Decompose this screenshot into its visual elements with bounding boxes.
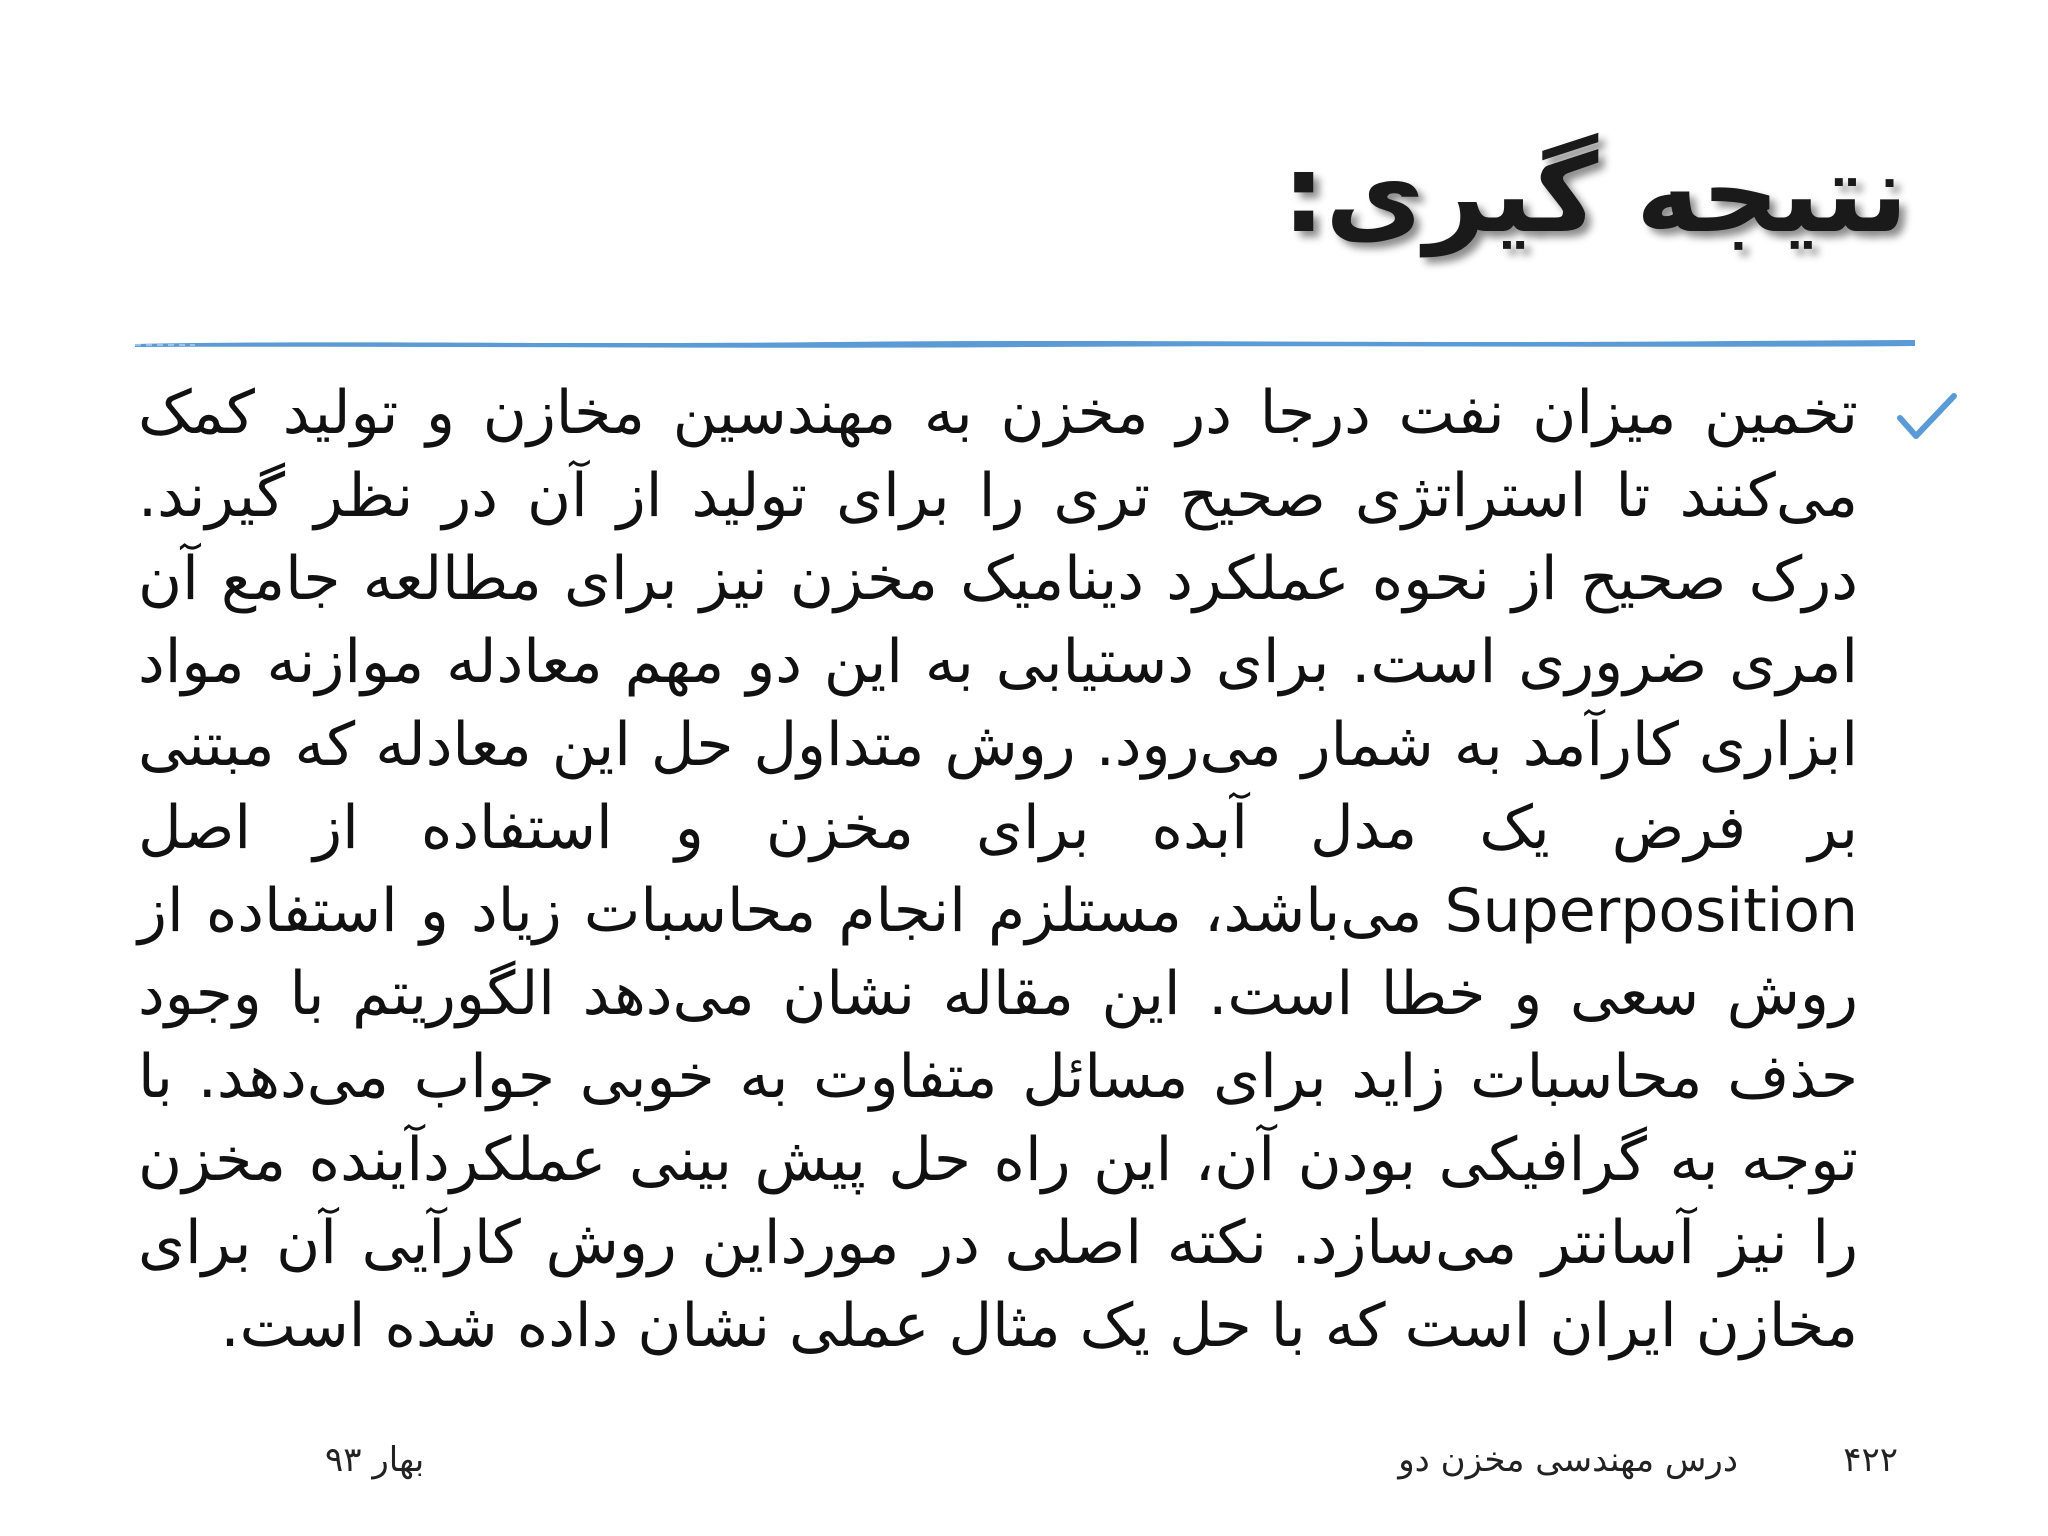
footer-course-title: درس مهندسی مخزن دو bbox=[1398, 1440, 1738, 1480]
checkmark-icon bbox=[1896, 392, 1958, 444]
slide-body-text: تخمین میزان نفت درجا در مخزن به مهندسین مخازن و تولید کمک می‌کنند تا استراتژی صحیح تری را برای تولید از آن در نظر گیرند. درک صحیح از نحوه عملکرد دینامیک مخزن نیز برای مطالعه جامع آن امری ضروری است. برای دستیابی به این دو مهم معادله موازنه مواد ابزاری کارآمد به شمار می‌رود. روش متداول حل این معادله که مبتنی بر فرض یک مدل آبده برای مخزن و استفاده از اصل Superposition می‌باشد، مستلزم انجام محاسبات زیاد و استفاده از روش سعی و خطا است. این مقاله نشان می‌دهد الگوریتم با وجود حذف محاسبات زاید برای مسائل متفاوت به خوبی جواب می‌دهد. با توجه به گرافیکی بودن آن، این راه حل پیش بینی عملکردآینده مخزن را نیز آسانتر می‌سازد. نکته اصلی در مورداین روش کارآیی آن برای مخازن ایران است که با حل یک مثال عملی نشان داده شده است. bbox=[138, 378, 1858, 1361]
slide-title: نتیجه گیری: bbox=[1282, 132, 1908, 257]
slide-number: ۴۲۲ bbox=[1843, 1440, 1898, 1480]
title-divider bbox=[135, 336, 1915, 350]
footer-term: بهار ۹۳ bbox=[325, 1440, 425, 1480]
